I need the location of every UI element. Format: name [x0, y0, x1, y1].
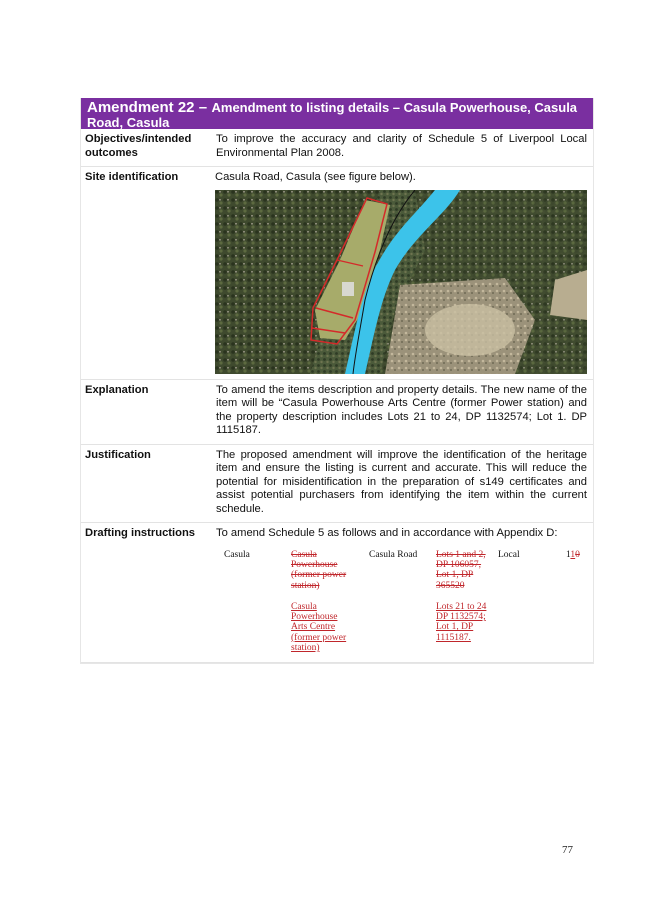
schedule-suburb: Casula — [224, 549, 250, 560]
schedule-property-new: Lots 21 to 24 DP 1132574; Lot 1, DP 1115187. — [436, 601, 487, 643]
row-objectives — [81, 129, 593, 167]
schedule-item-number — [566, 550, 580, 560]
schedule-property-old: Lots 1 and 2, DP 106057, Lot 1, DP 365520 — [436, 549, 486, 591]
schedule-significance: Local — [498, 549, 520, 560]
text-site-identification: Casula Road, Casula (see figure below). — [215, 171, 416, 183]
amendment-number: Amendment 22 – — [87, 99, 208, 116]
schedule-item-new: Casula Powerhouse Arts Centre (former power station) — [291, 601, 347, 654]
amendment-title: Amendment to listing details – Casula Powerhouse, Casula Road, Casula — [87, 100, 578, 130]
page-number: 77 — [562, 844, 573, 856]
row-justification — [81, 445, 593, 524]
label-explanation: Explanation — [85, 383, 149, 396]
label-objectives: Objectives/intended outcomes — [85, 133, 192, 159]
drafting-content — [212, 523, 593, 662]
text-drafting: To amend Schedule 5 as follows and in accordance with Appendix D: — [216, 527, 558, 539]
schedule-item-old: Casula Powerhouse (former power station) — [291, 549, 347, 591]
amendment-header — [81, 98, 593, 129]
item-number-kept: 1 — [566, 549, 571, 560]
label-site-identification: Site identification — [85, 171, 179, 183]
row-drafting — [81, 523, 593, 663]
schedule-extract — [216, 544, 586, 656]
text-explanation: To amend the items description and property details. The new name of the item will be “Casula Powerhouse Arts Centre (former Power station) and the property description includes Lots 21 to 24, DP 1132574; Lot 1. DP 1115187. — [216, 383, 587, 436]
site-content — [211, 167, 593, 379]
text-justification: The proposed amendment will improve the identification of the heritage item and ensure the listing is current and accurate. This will reduce the potential for misidentification in the preparation of s149 certificates and assist potential purchasers from identifying the item within the current schedule. — [216, 448, 587, 515]
aerial-photo — [215, 190, 587, 374]
powerhouse-building — [342, 282, 354, 296]
text-objectives: To improve the accuracy and clarity of Schedule 5 of Liverpool Local Environmental Plan 2008. — [216, 133, 587, 159]
label-drafting: Drafting instructions — [85, 527, 196, 539]
item-number-inserted: 1 — [570, 549, 576, 560]
row-explanation — [81, 380, 593, 445]
row-site-identification — [81, 167, 593, 380]
schedule-address: Casula Road — [369, 549, 418, 560]
amendment-card — [80, 98, 594, 664]
item-number-deleted: 0 — [575, 549, 580, 560]
label-justification: Justification — [85, 448, 151, 461]
aerial-quarry-pit — [425, 304, 515, 356]
